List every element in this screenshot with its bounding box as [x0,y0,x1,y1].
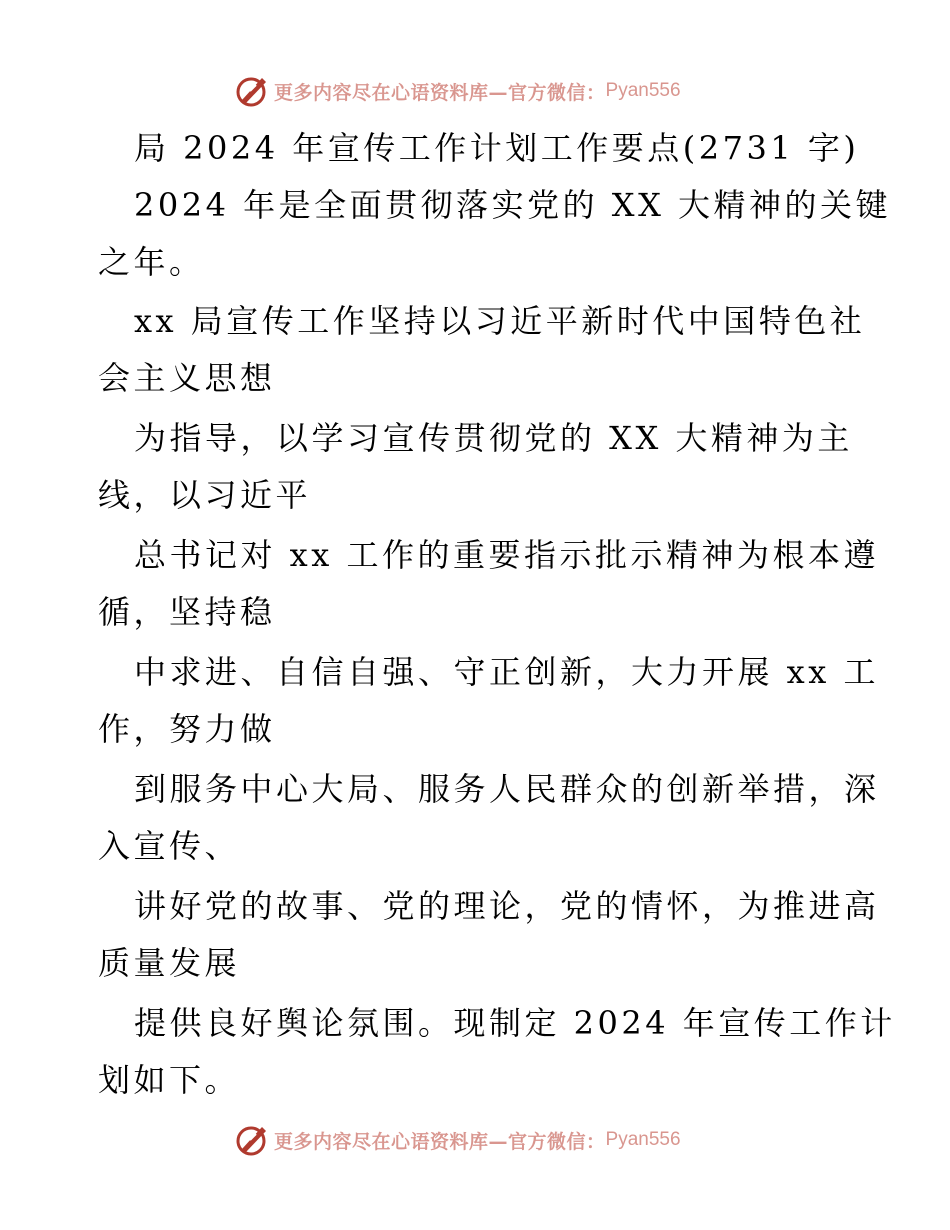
paragraph-line: 入宣传、 [98,827,241,865]
paragraph-line: 作，努力做 [98,710,276,748]
paragraph-line: 会主义思想 [98,359,276,397]
paragraph-line: 提供良好舆论氛围。现制定 2024 年宣传工作计 [134,1004,896,1042]
paragraph-line: 线，以习近平 [98,476,312,514]
watermark-wechat-handle: Pyan556 [605,1129,681,1150]
paragraph-line: 划如下。 [98,1061,241,1099]
paragraph-line: 之年。 [98,243,205,281]
watermark-wechat-handle: Pyan556 [605,80,681,101]
paragraph-line: 到服务中心大局、服务人民群众的创新举措，深 [134,770,880,808]
paragraph-line: 为指导，以学习宣传贯彻党的 XX 大精神为主 [134,419,853,457]
header-watermark [236,73,681,109]
paragraph-line: 2024 年是全面贯彻落实党的 XX 大精神的关键 [134,186,892,224]
paragraph-line: 质量发展 [98,944,241,982]
paragraph-line: 讲好党的故事、党的理论，党的情怀，为推进高 [134,887,880,925]
watermark-text: 更多内容尽在心语资料库—官方微信： [274,1130,606,1153]
watermark-text: 更多内容尽在心语资料库—官方微信： [274,81,606,104]
footer-watermark [236,1122,681,1158]
document-title: 局 2024 年宣传工作计划工作要点(2731 字) [134,129,860,167]
paragraph-line: 中求进、自信自强、守正创新，大力开展 xx 工 [134,653,879,691]
paragraph-line: 总书记对 xx 工作的重要指示批示精神为根本遵 [134,536,879,574]
quill-pen-logo-icon [236,74,270,108]
paragraph-line: 循，坚持稳 [98,593,276,631]
paragraph-line: xx 局宣传工作坚持以习近平新时代中国特色社 [134,302,866,340]
quill-pen-logo-icon [236,1123,270,1157]
